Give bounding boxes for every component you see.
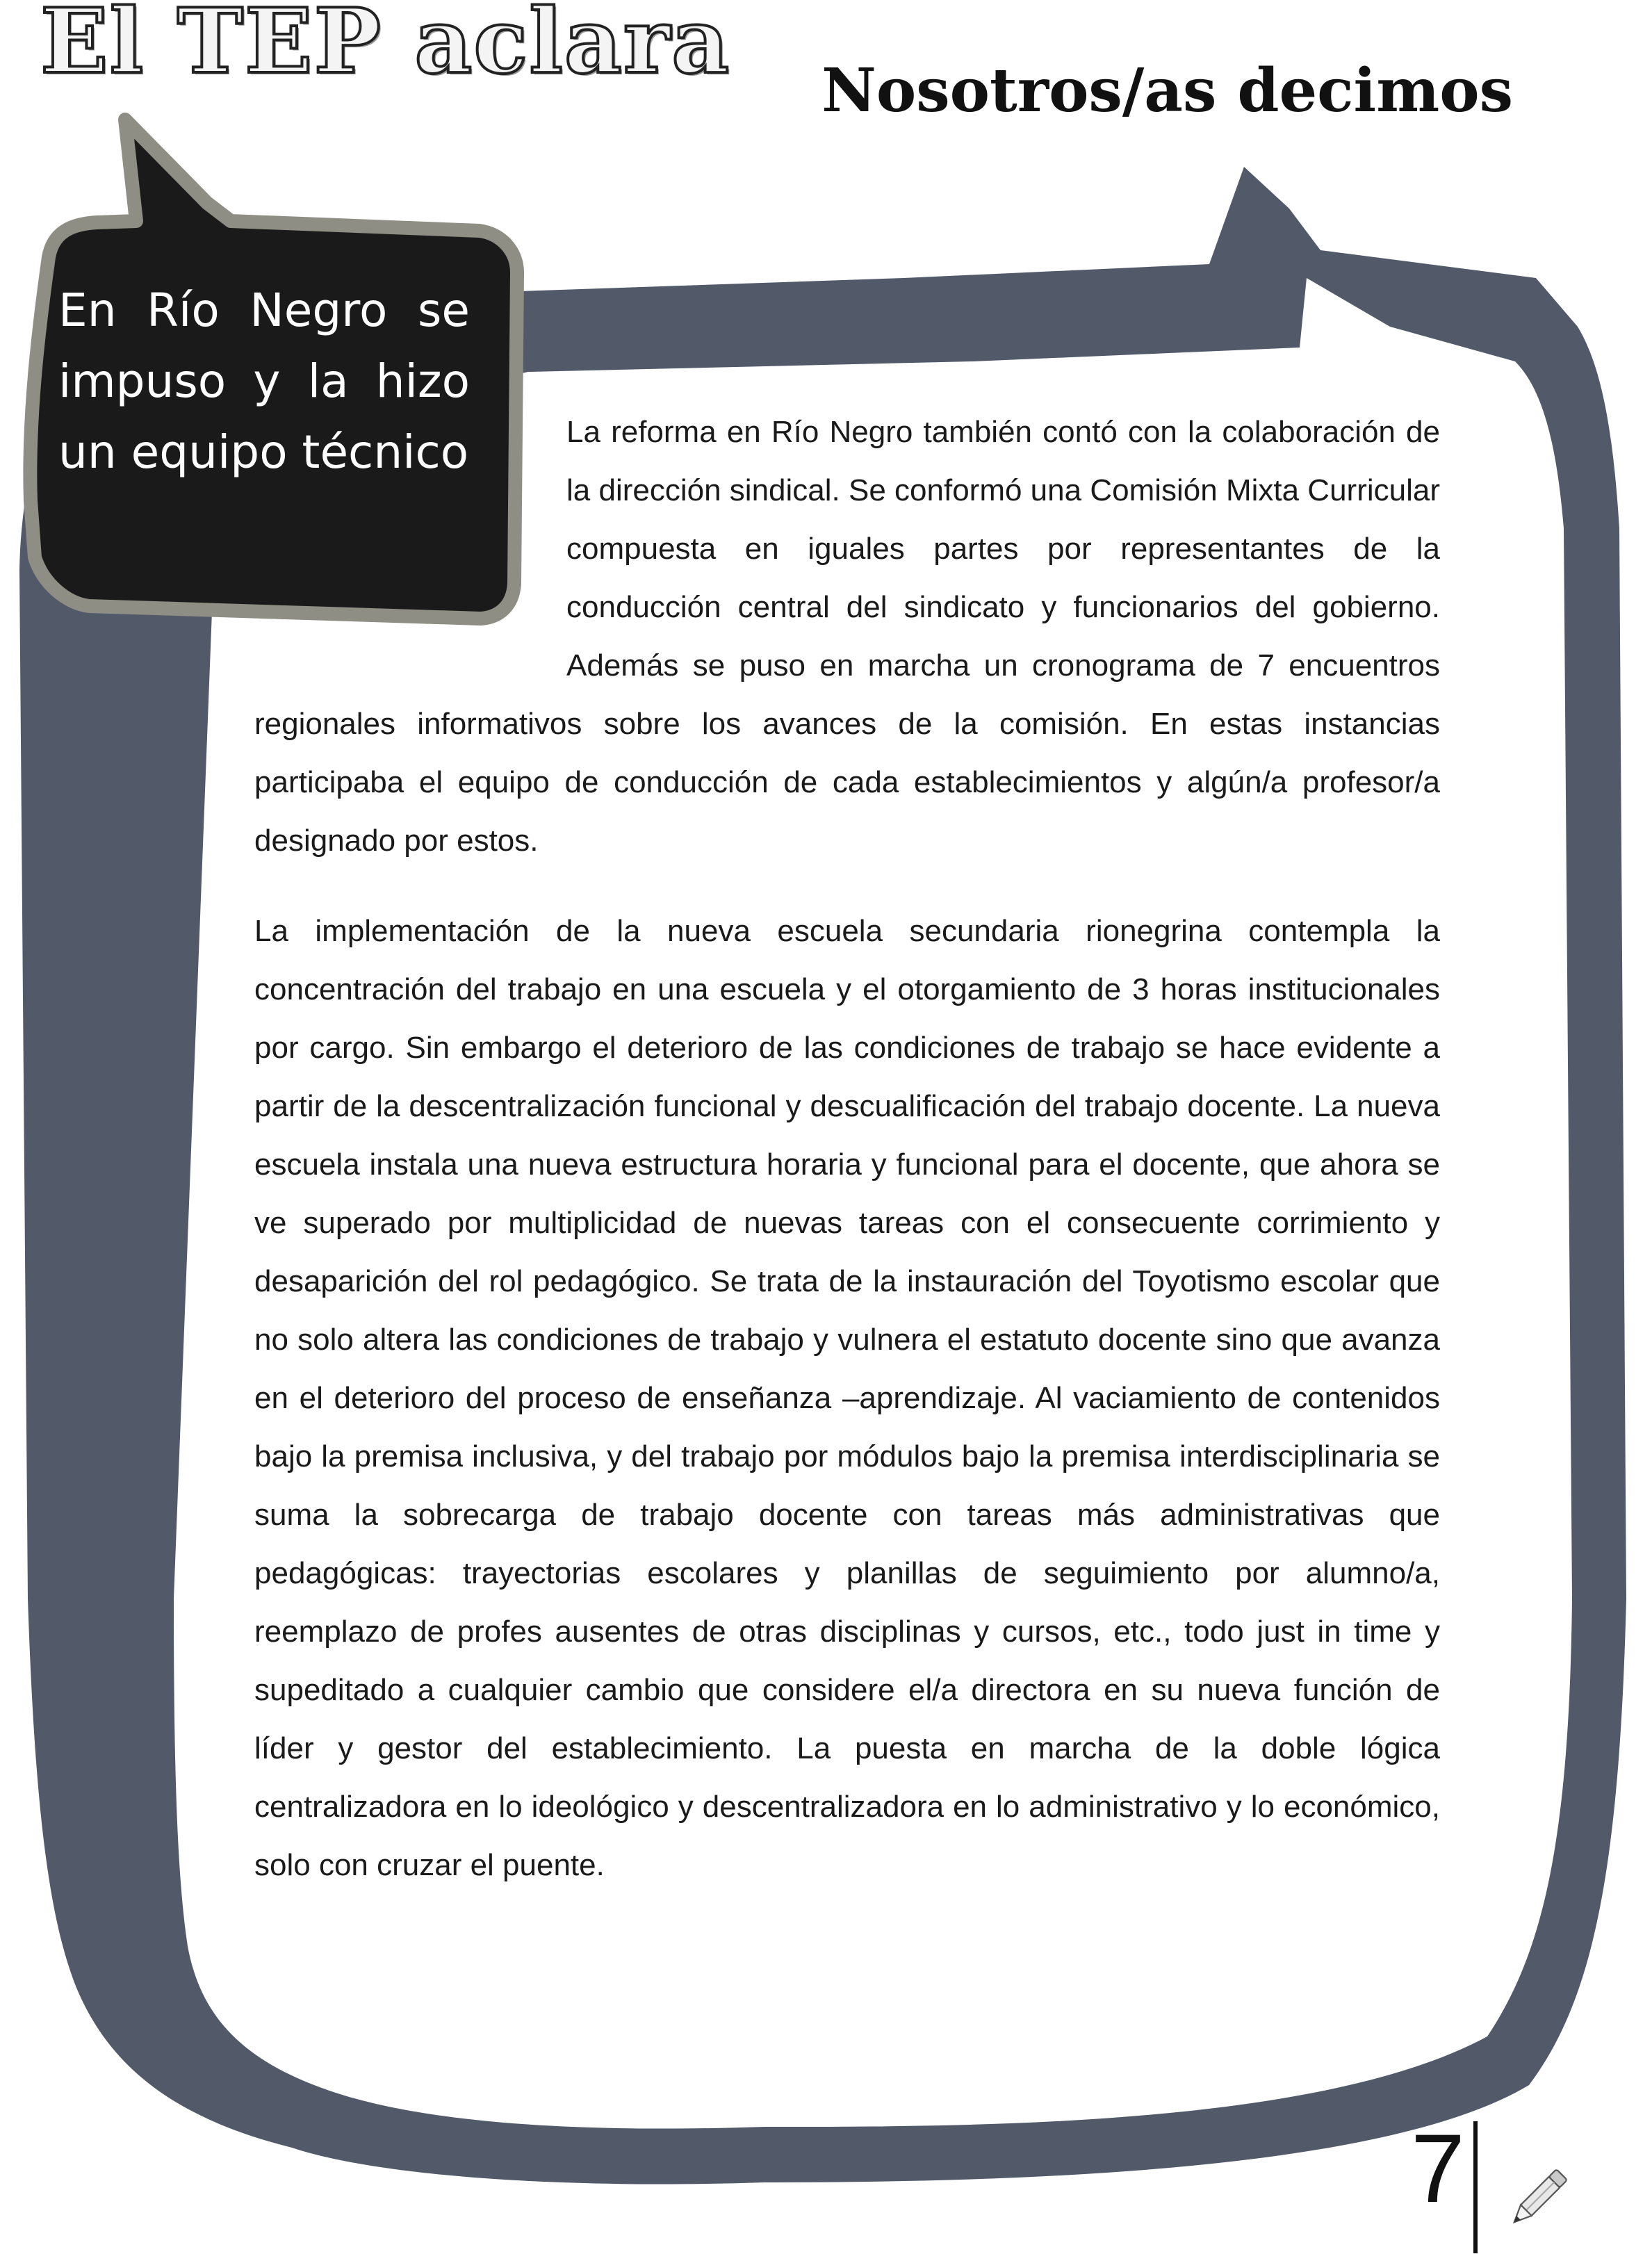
page-number-divider (1473, 2121, 1478, 2253)
callout-spacer (254, 403, 564, 695)
callout-text: En Río Negro se impuso y la hizo un equipo técnico (58, 284, 470, 479)
pencil-icon (1500, 2160, 1576, 2237)
article-body (254, 403, 1440, 1927)
article-paragraph: La implementación de la nueva escuela secundaria rionegrina contempla la concentración del trabajo en una escuela y el otorgamiento de 3 horas institucionales por cargo. Sin embargo el deterioro de las condiciones de trabajo se hace evidente a partir de la descentralización funcional y descualificación del trabajo docente. La nueva escuela instala una nueva estructura horaria y funcional para el docente, que ahora se ve superado por multiplicidad de nuevas tareas con el consecuente corrimiento y desaparición del rol pedagógico. Se trata de la instauración del Toyotismo escolar que no solo altera las condiciones de trabajo y vulnera el estatuto docente sino que avanza en el deterioro del proceso de enseñanza –aprendizaje. Al vaciamiento de contenidos bajo la premisa inclusiva, y del trabajo por módulos bajo la premisa interdisciplinaria se suma la sobrecarga de trabajo docente con tareas más administrativas que pedagógicas: trayectorias escolares y planillas de seguimiento por alumno/a, reemplazo de profes ausentes de otras disciplinas y cursos, etc., todo just in time y supeditado a cualquier cambio que considere el/a directora en su nueva función de líder y gestor del establecimiento. La puesta en marcha de la doble lógica centralizadora en lo ideológico y descentralizadora en lo administrativo y lo económico, solo con cruzar el puente. (254, 914, 1440, 1882)
section-title: Nosotros/as decimos (821, 56, 1513, 126)
publication-logo: El TEP aclara (40, 0, 731, 94)
article-paragraph: La reforma en Río Negro también contó con la colaboración de la dirección sindical. Se conformó una Comisión Mixta Curricular compuesta en iguales partes por representantes de la conducción central del sindicato y funcionarios del gobierno. Además se puso en marcha un cronograma de 7 encuentros regionales informativos sobre los avances de la comisión. En estas instancias participaba el equipo de conducción de cada establecimientos y algún/a profesor/a designado por estos. (254, 415, 1440, 858)
page-number: 7 (1411, 2114, 1465, 2223)
